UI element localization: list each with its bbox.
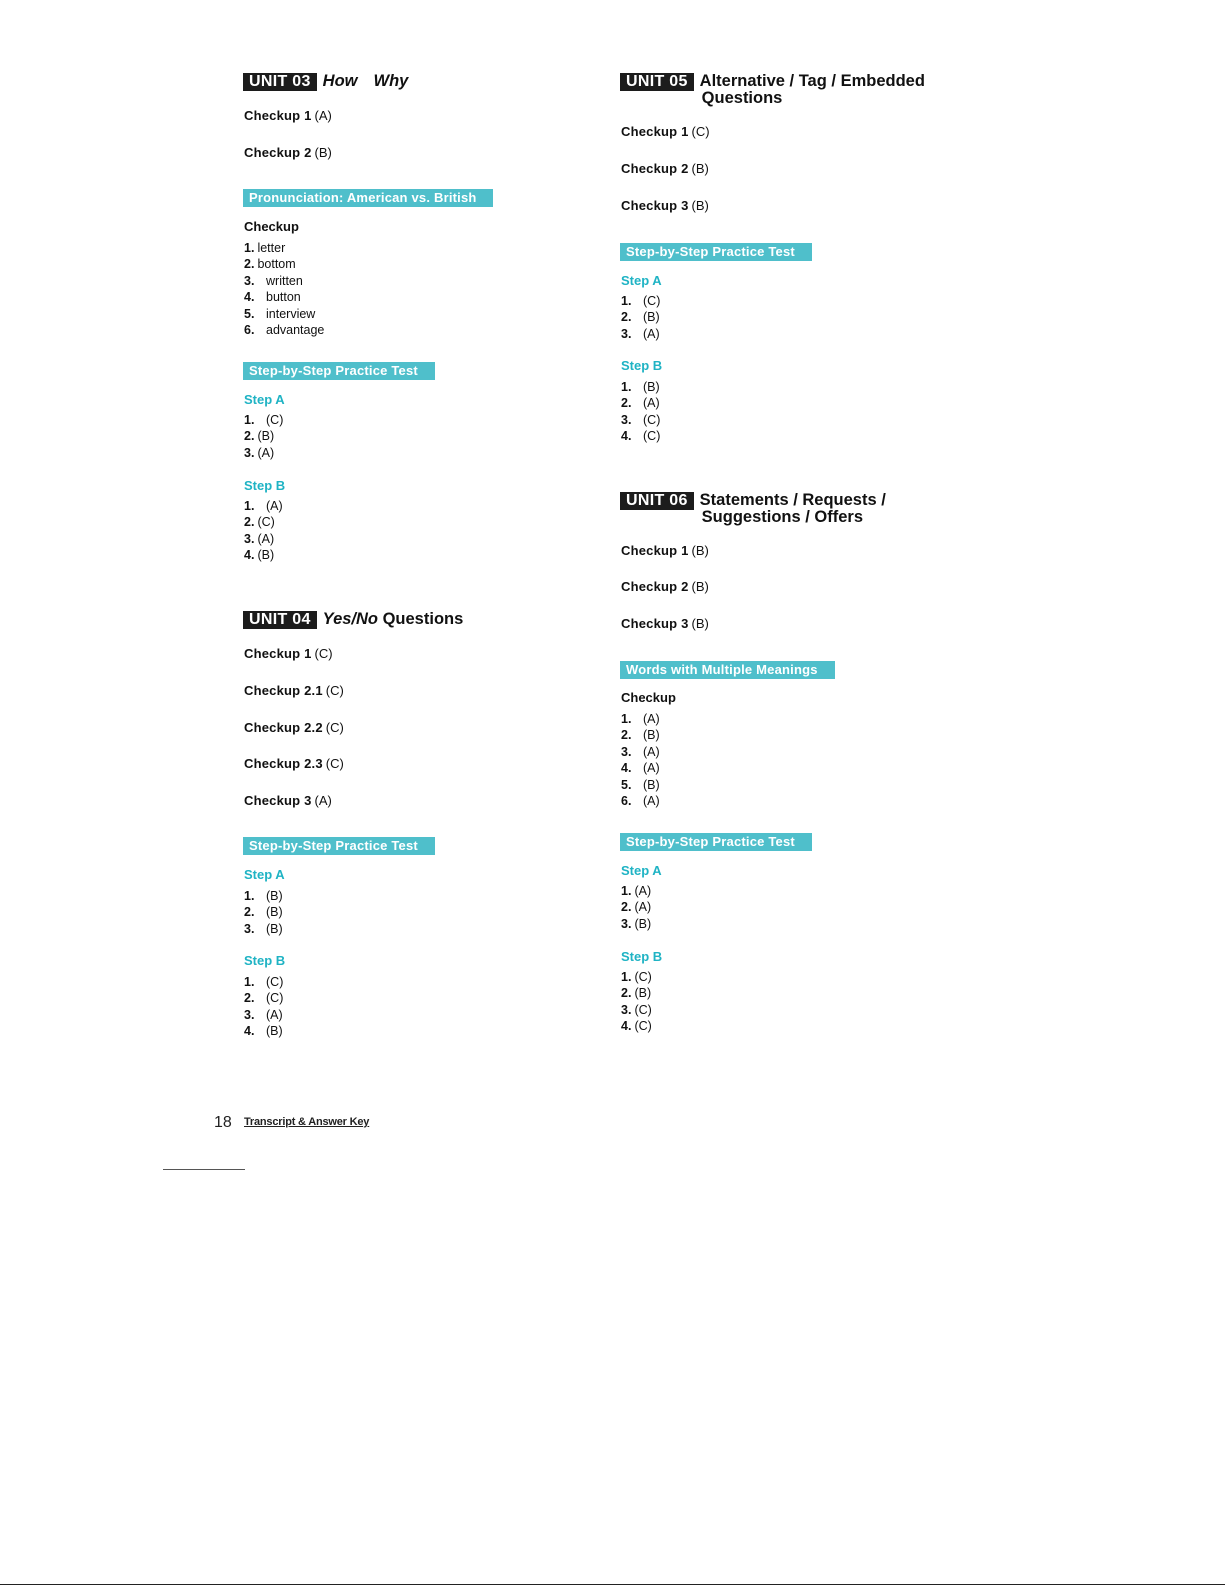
unit03-pron-list <box>244 240 324 338</box>
section-bar-label: Step-by-Step Practice Test <box>243 362 435 380</box>
footer-title: Transcript & Answer Key <box>244 1116 370 1128</box>
list-item: 3. (A) <box>244 445 275 460</box>
unit04-checkup-2-3 <box>244 756 344 772</box>
list-item: 3. (B) <box>621 916 652 931</box>
unit03-badge: UNIT 03 <box>243 73 317 91</box>
unit03-step-a-list <box>244 412 283 461</box>
checkup-answer: (B) <box>691 161 709 176</box>
list-item: 6. (A) <box>621 793 660 808</box>
list-item: 1. (C) <box>621 294 661 308</box>
unit06-title-line1: Statements / Requests / <box>699 491 886 509</box>
checkup-label: Checkup 1 <box>244 646 312 661</box>
checkup-label: Checkup 1 <box>621 543 689 558</box>
list-item: 2. (B) <box>621 310 660 325</box>
list-item: 4. (B) <box>244 1024 283 1039</box>
checkup-answer: (C) <box>314 646 333 661</box>
checkup-answer: (C) <box>325 720 344 735</box>
unit06-practice-bar <box>620 833 812 851</box>
unit04-title <box>323 611 464 628</box>
unit04-badge: UNIT 04 <box>243 611 317 629</box>
unit06-header <box>620 492 886 526</box>
page-number: 18 <box>214 1114 232 1131</box>
list-item: 3. (A) <box>621 326 660 341</box>
unit04-step-a-heading: Step A <box>244 867 285 882</box>
unit03-step-b-list <box>244 498 283 564</box>
list-item: 4. (B) <box>244 548 275 563</box>
list-item: 1. (A) <box>621 712 660 726</box>
list-item: 1. letter <box>244 241 286 255</box>
list-item: 4. (C) <box>621 429 661 444</box>
unit04-title-rest: Questions <box>382 610 464 628</box>
unit06-step-b-list <box>621 969 652 1035</box>
list-item: 3. (A) <box>244 531 275 546</box>
list-item: 2. (B) <box>621 986 652 1001</box>
checkup-answer: (B) <box>691 616 709 631</box>
list-item: 2. (B) <box>244 429 275 444</box>
list-item: 2. (A) <box>621 396 660 411</box>
unit04-checkup-3 <box>244 793 332 809</box>
list-item: 4. button <box>244 290 301 305</box>
checkup-answer: (B) <box>314 145 332 160</box>
checkup-label: Checkup 2 <box>244 145 312 160</box>
checkup-label: Checkup 3 <box>621 198 689 213</box>
checkup-label: Checkup 3 <box>244 793 312 808</box>
unit06-step-a-list <box>621 883 651 932</box>
list-item: 1. (C) <box>244 413 284 427</box>
checkup-label: Checkup 2.1 <box>244 683 323 698</box>
list-item: 2. (B) <box>621 728 660 743</box>
unit03-title-how: How <box>322 72 358 90</box>
list-item: 5. interview <box>244 306 316 321</box>
list-item: 3. (A) <box>244 1007 283 1022</box>
unit05-step-a-heading: Step A <box>621 273 662 288</box>
unit05-step-b-heading: Step B <box>621 358 663 373</box>
unit03-header <box>243 73 408 91</box>
unit03-pron-checkup-heading: Checkup <box>244 219 299 234</box>
unit05-badge: UNIT 05 <box>620 73 694 91</box>
list-item: 2. (C) <box>244 991 284 1006</box>
unit04-step-b-list <box>244 974 283 1040</box>
unit03-checkup-1 <box>244 108 332 124</box>
unit06-words-list <box>621 711 660 809</box>
list-item: 4. (C) <box>621 1019 652 1034</box>
unit04-header <box>243 611 463 629</box>
footer-rule <box>163 1169 245 1170</box>
unit03-title-why: Why <box>373 72 409 90</box>
list-item: 1. (B) <box>621 380 660 394</box>
checkup-label: Checkup 3 <box>621 616 689 631</box>
list-item: 2. (A) <box>621 900 652 915</box>
list-item: 3. (C) <box>621 1002 652 1017</box>
list-item: 6. advantage <box>244 322 325 337</box>
section-bar-label: Words with Multiple Meanings <box>620 661 835 679</box>
checkup-label: Checkup 2 <box>621 579 689 594</box>
unit03-checkup-2 <box>244 145 332 161</box>
list-item: 4. (A) <box>621 761 660 776</box>
checkup-label: Checkup 2 <box>621 161 689 176</box>
unit06-step-a-heading: Step A <box>621 863 662 878</box>
list-item: 3. (A) <box>621 744 660 759</box>
section-bar-label: Step-by-Step Practice Test <box>243 837 435 855</box>
unit04-title-italic: Yes/No <box>322 610 378 628</box>
unit06-title-line2: Suggestions / Offers <box>701 508 864 526</box>
list-item: 1. (A) <box>621 884 652 898</box>
unit06-checkup-1 <box>621 543 709 559</box>
checkup-answer: (B) <box>691 543 709 558</box>
unit03-step-b-heading: Step B <box>244 478 286 493</box>
list-item: 2. bottom <box>244 257 296 272</box>
list-item: 5. (B) <box>621 777 660 792</box>
unit04-step-a-list <box>244 888 283 937</box>
unit04-step-b-heading: Step B <box>244 953 286 968</box>
list-item: 1. (C) <box>621 970 652 984</box>
unit03-step-a-heading: Step A <box>244 392 285 407</box>
unit03-pronunciation-bar <box>243 189 493 207</box>
unit05-title-line1: Alternative / Tag / Embedded <box>699 72 925 90</box>
checkup-label: Checkup 2.2 <box>244 720 323 735</box>
checkup-answer: (C) <box>691 124 710 139</box>
list-item: 2. (C) <box>244 515 275 530</box>
section-bar-label: Step-by-Step Practice Test <box>620 833 812 851</box>
unit04-checkup-2-2 <box>244 720 344 736</box>
list-item: 1. (C) <box>244 975 284 989</box>
unit05-title <box>700 73 925 107</box>
unit06-step-b-heading: Step B <box>621 949 663 964</box>
section-bar-label: Step-by-Step Practice Test <box>620 243 812 261</box>
unit05-practice-bar <box>620 243 812 261</box>
unit06-title <box>700 492 886 526</box>
unit05-header <box>620 73 925 107</box>
unit06-badge: UNIT 06 <box>620 492 694 510</box>
list-item: 3. (C) <box>621 412 661 427</box>
checkup-answer: (B) <box>691 198 709 213</box>
unit05-step-b-list <box>621 379 660 445</box>
checkup-answer: (C) <box>325 756 344 771</box>
list-item: 1. (A) <box>244 499 283 513</box>
unit06-checkup-2 <box>621 579 709 595</box>
unit06-words-checkup-heading: Checkup <box>621 690 676 705</box>
unit05-title-line2: Questions <box>701 89 783 107</box>
unit04-practice-bar <box>243 837 435 855</box>
unit06-checkup-3 <box>621 616 709 632</box>
unit03-title <box>323 73 409 90</box>
unit05-checkup-1 <box>621 124 710 140</box>
checkup-answer: (A) <box>314 108 332 123</box>
unit05-checkup-3 <box>621 198 709 214</box>
list-item: 2. (B) <box>244 905 283 920</box>
checkup-label: Checkup 2.3 <box>244 756 323 771</box>
checkup-label: Checkup 1 <box>244 108 312 123</box>
unit03-practice-bar <box>243 362 435 380</box>
section-bar-label: Pronunciation: American vs. British <box>243 189 493 207</box>
checkup-answer: (B) <box>691 579 709 594</box>
checkup-label: Checkup 1 <box>621 124 689 139</box>
unit04-checkup-1 <box>244 646 333 662</box>
list-item: 3. (B) <box>244 921 283 936</box>
list-item: 1. (B) <box>244 889 283 903</box>
unit05-checkup-2 <box>621 161 709 177</box>
checkup-answer: (C) <box>325 683 344 698</box>
list-item: 3. written <box>244 273 303 288</box>
checkup-answer: (A) <box>314 793 332 808</box>
unit04-checkup-2-1 <box>244 683 344 699</box>
unit06-words-bar <box>620 661 835 679</box>
unit05-step-a-list <box>621 293 660 342</box>
